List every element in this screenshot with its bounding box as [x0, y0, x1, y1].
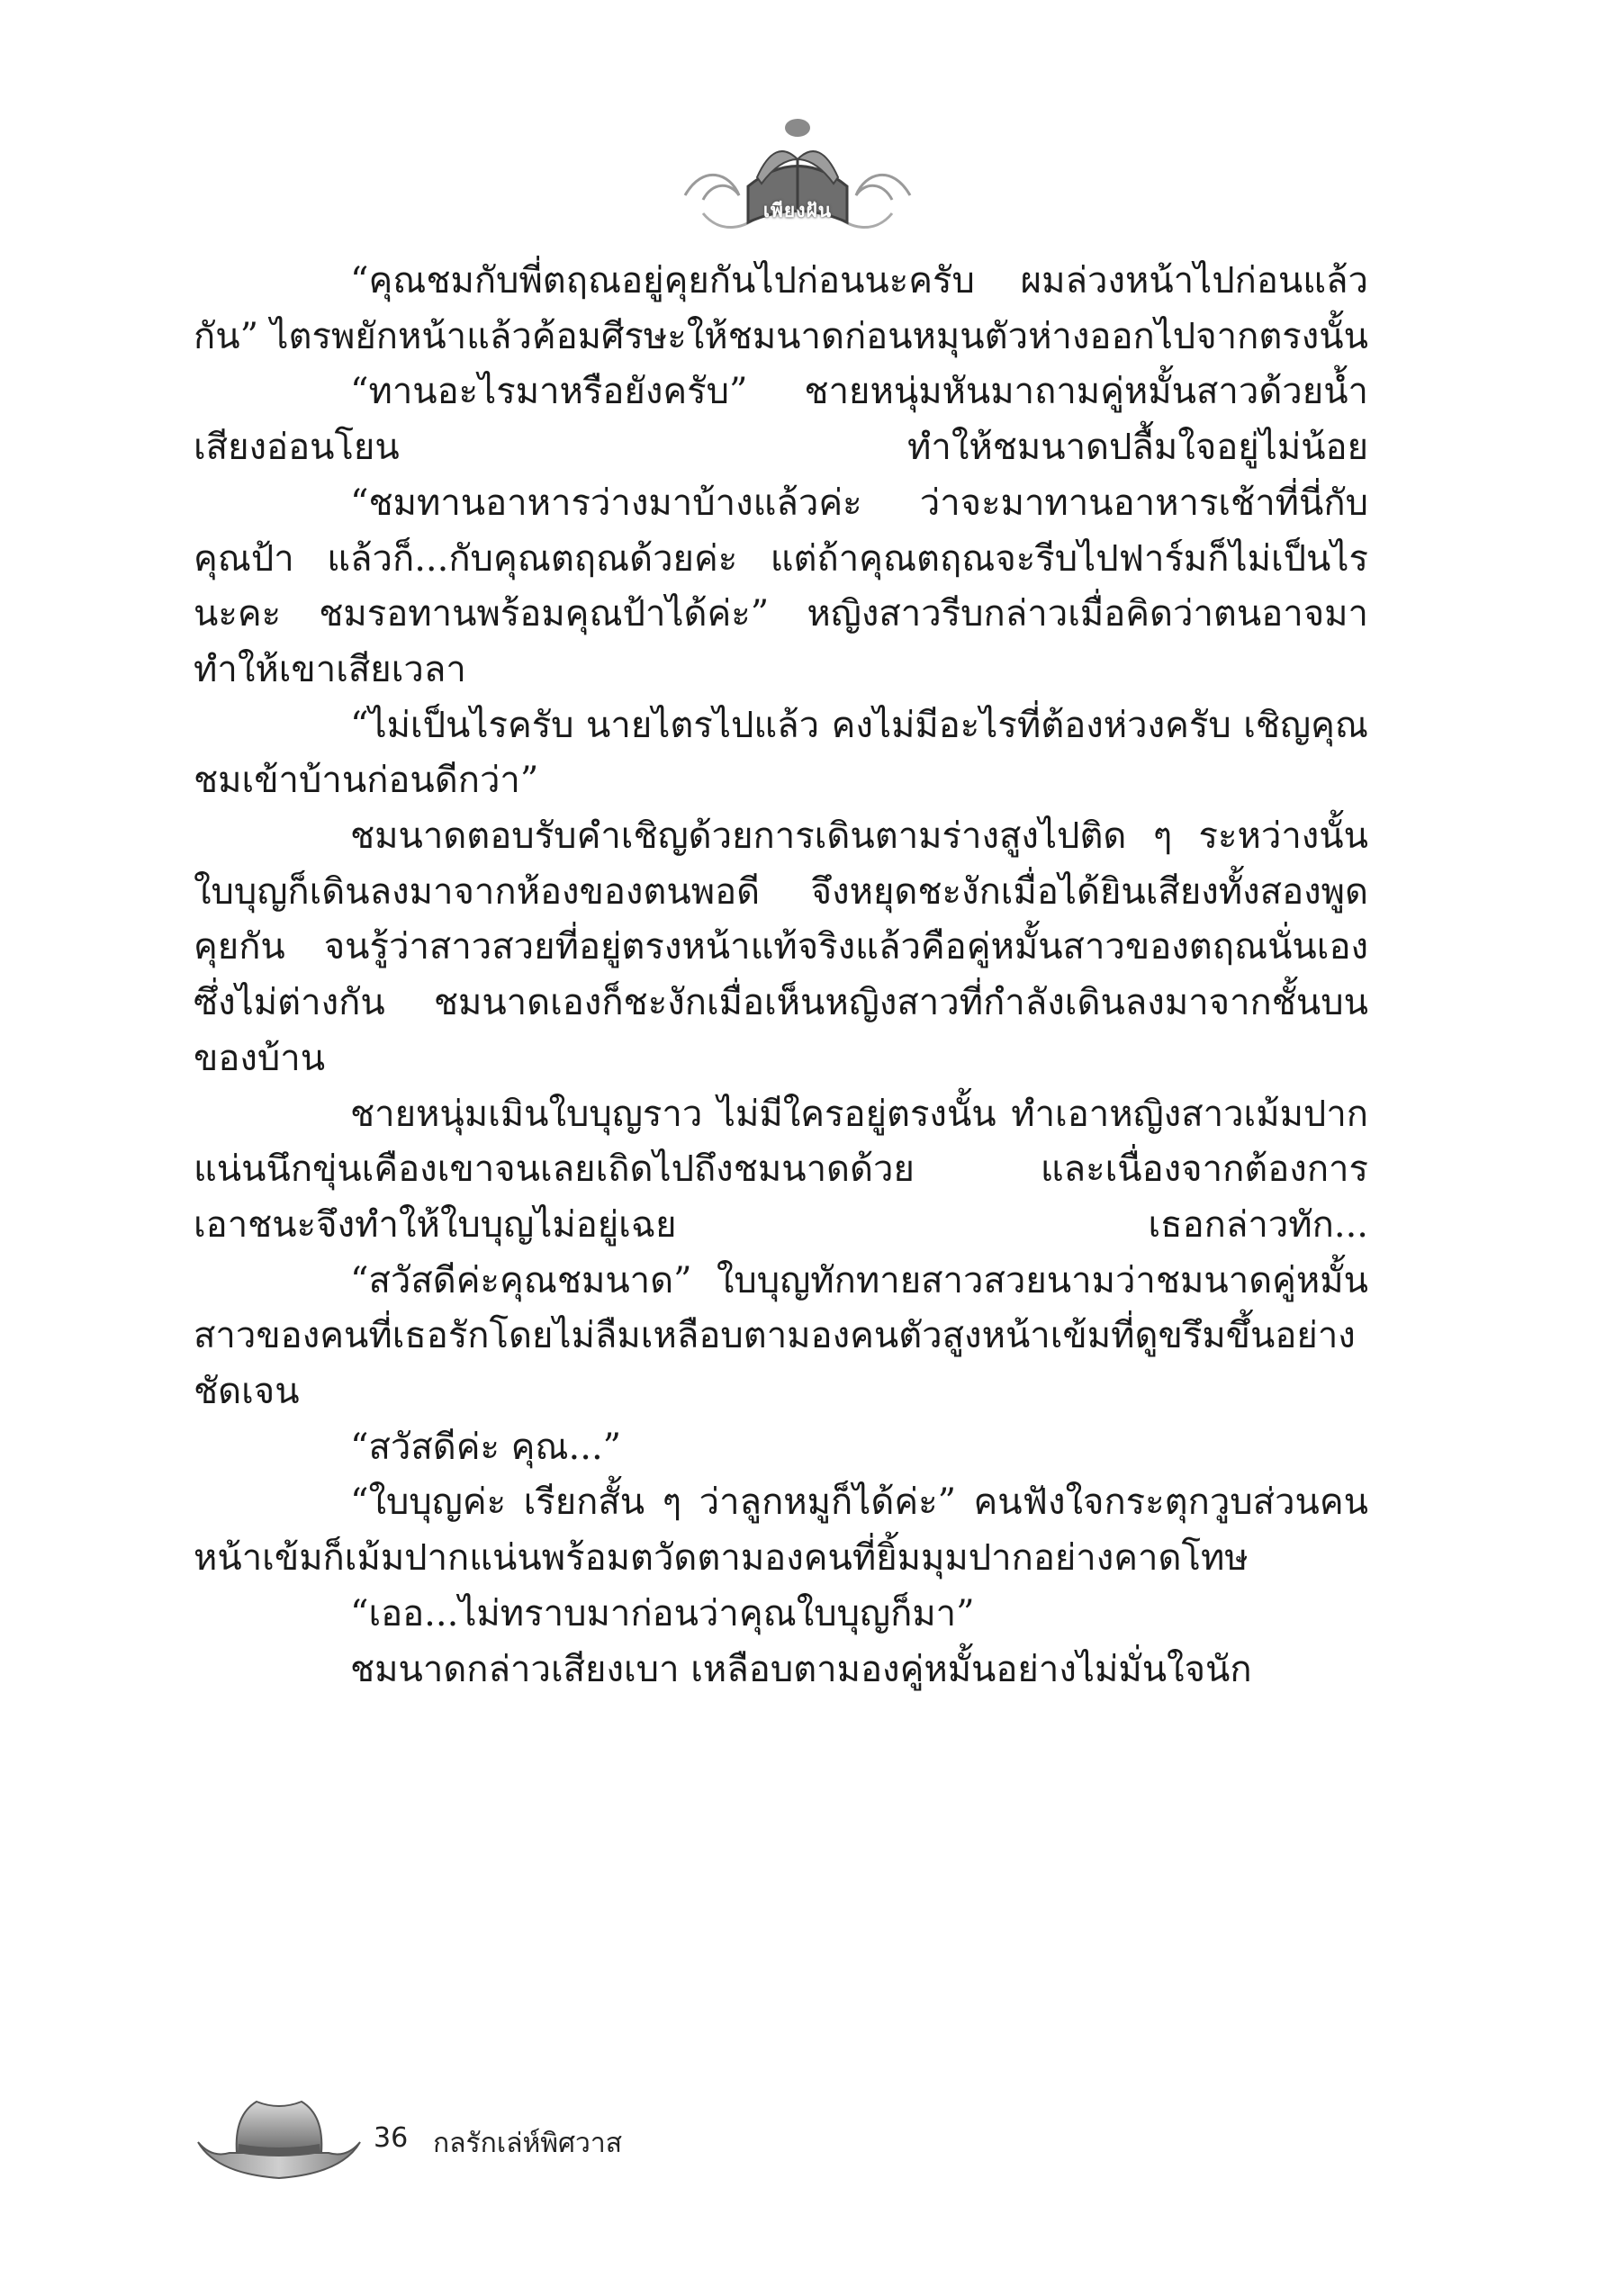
- paragraph: “ไม่เป็นไรครับ นายไตรไปแล้ว คงไม่มีอะไรที่ต้องห่วงครับ เชิญคุณชมเข้าบ้านก่อนดีกว่า”: [194, 704, 1368, 802]
- cowboy-hat-icon: [194, 2088, 365, 2196]
- text-body: [194, 254, 1368, 1697]
- paragraph: “เออ...ไม่ทราบมาก่อนว่าคุณใบบุญก็มา”: [350, 1592, 975, 1634]
- paragraph: ชายหนุ่มเมินใบบุญราว ไม่มีใครอยู่ตรงนั้น ทำเอาหญิงสาวเม้มปากแน่นนึกขุ่นเคืองเขาจนเลยเถิดไปถึงชมนาดด้วย และเนื่องจากต้องการเอาชนะจึงทำให้ใบบุญไม่อยู่เฉย เธอกล่าวทัก...: [194, 1093, 1368, 1246]
- paragraph: ชมนาดกล่าวเสียงเบา เหลือบตามองคู่หมั้นอย่างไม่มั่นใจนัก: [350, 1648, 1252, 1690]
- page-footer: [194, 2088, 824, 2196]
- paragraph: “สวัสดีค่ะ คุณ...”: [350, 1426, 622, 1468]
- paragraph: “ชมทานอาหารว่างมาบ้างแล้วค่ะ ว่าจะมาทานอาหารเช้าที่นี่กับคุณป้า แล้วก็...กับคุณตฤณด้วยค่ะ แต่ถ้าคุณตฤณจะรีบไปฟาร์มก็ไม่เป็นไรนะคะ ชมรอทานพร้อมคุณป้าได้ค่ะ” หญิงสาวรีบกล่าวเมื่อคิดว่าตนอาจมาทำให้เขาเสียเวลา: [194, 482, 1368, 690]
- paragraph: “คุณชมกับพี่ตฤณอยู่คุยกันไปก่อนนะครับ ผมล่วงหน้าไปก่อนแล้วกัน” ไตรพยักหน้าแล้วค้อมศีรษะให้ชมนาดก่อนหมุนตัวห่างออกไปจากตรงนั้น: [194, 260, 1368, 357]
- logo-text: เพียงฝัน: [762, 200, 833, 221]
- header-logo: [667, 110, 928, 245]
- book-title: กลรักเล่ห์พิศวาส: [433, 2128, 623, 2159]
- paragraph: “ใบบุญค่ะ เรียกสั้น ๆ ว่าลูกหมูก็ได้ค่ะ” คนฟังใจกระตุกวูบส่วนคนหน้าเข้มก็เม้มปากแน่นพร้อมตวัดตามองคนที่ยิ้มมุมปากอย่างคาดโทษ: [194, 1481, 1368, 1580]
- paragraph: “ทานอะไรมาหรือยังครับ” ชายหนุ่มหันมาถามคู่หมั้นสาวด้วยน้ำเสียงอ่อนโยน ทำให้ชมนาดปลื้มใจอยู่ไม่น้อย: [194, 371, 1368, 469]
- page-number: 36: [374, 2122, 409, 2154]
- paragraph: “สวัสดีค่ะคุณชมนาด” ใบบุญทักทายสาวสวยนามว่าชมนาดคู่หมั้นสาวของคนที่เธอรักโดยไม่ลืมเหลือบตามองคนตัวสูงหน้าเข้มที่ดูขรึมขึ้นอย่างชัดเจน: [194, 1259, 1368, 1413]
- paragraph: ชมนาดตอบรับคำเชิญด้วยการเดินตามร่างสูงไปติด ๆ ระหว่างนั้นใบบุญก็เดินลงมาจากห้องของตนพอดี จึงหยุดชะงักเมื่อได้ยินเสียงทั้งสองพูดคุยกัน จนรู้ว่าสาวสวยที่อยู่ตรงหน้าแท้จริงแล้วคือคู่หมั้นสาวของตฤณนั่นเอง ซึ่งไม่ต่างกัน ชมนาดเองก็ชะงักเมื่อเห็นหญิงสาวที่กำลังเดินลงมาจากชั้นบนของบ้าน: [194, 815, 1368, 1079]
